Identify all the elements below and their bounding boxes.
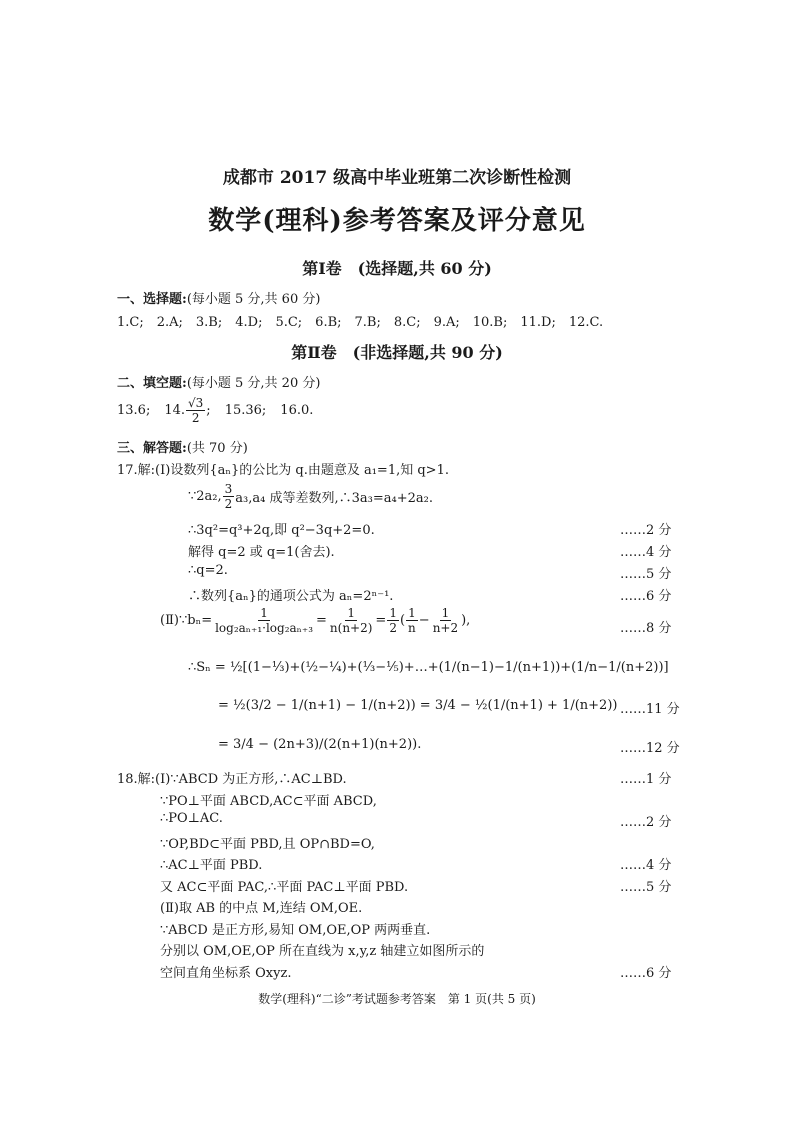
q18-line-9: 分别以 OM,OE,OP 所在直线为 x,y,z 轴建立如图所示的 [160,944,485,959]
q18-line-1: 18.解:(Ⅰ)∵ABCD 为正方形,∴AC⊥BD. [117,772,347,787]
q17-score-3: ……2 分 [620,523,672,538]
section2-heading [117,372,320,391]
q17-line-9: = ½(3/2 − 1/(n+1) − 1/(n+2)) = 3/4 − ½(1/(n+1) + 1/(n+2)) [218,698,618,713]
q17-line-8: ∴Sₙ = ½[(1−⅓)+(½−¼)+(⅓−⅕)+…+(1/(n−1)−1/(n+1))+(1/n−1/(n+2))] [188,660,669,675]
q18-line-5: ∴AC⊥平面 PBD. [160,858,263,873]
section3-label: 三、解答题: [117,441,187,456]
section3-heading [117,437,248,456]
q17-score-5: ……5 分 [620,567,672,582]
fill-answers [117,396,313,425]
choice-answers: 1.C; 2.A; 3.B; 4.D; 5.C; 6.B; 7.B; 8.C; 9.A; 10.B; 11.D; 12.C. [117,315,604,330]
part1-heading: 第Ⅰ卷 (选择题,共 60 分) [302,259,492,278]
q18-line-4: ∵OP,BD⊂平面 PBD,且 OP∩BD=O, [160,837,375,852]
document-title: 成都市 2017 级高中毕业班第二次诊断性检测 [222,168,572,188]
q17-line-2: ∵2a₂, $\frac{3}{2}$ a₃,a₄ 成等差数列,∴3a₃=a₄+2a₂. [188,482,433,511]
document-subtitle: 数学(理科)参考答案及评分意见 [208,206,586,236]
q17-line-4: 解得 q=2 或 q=1(舍去). [188,545,335,560]
q17-line-10: = 3/4 − (2n+3)/(2(n+1)(n+2)). [218,737,422,752]
q17-score-6: ……6 分 [620,589,672,604]
fill-answer-13: 13.6; [117,403,151,418]
section1-heading [117,288,320,307]
fill-answer-15: 15.36; [224,403,267,418]
fraction: $\frac{1}{n(n+2)}$ [329,606,373,635]
q18-score-10: ……6 分 [620,966,672,981]
section1-label: 一、选择题: [117,292,187,307]
q17-line-6: ∴数列{aₙ}的通项公式为 aₙ=2ⁿ⁻¹. [188,589,394,604]
q18-score-3: ……2 分 [620,815,672,830]
q17-line-7: (Ⅱ)∵bₙ= $\frac{1}{\text{log₂aₙ₊₁·log₂aₙ₊₃}}$ = $\frac{1}{n(n+2)}$ = $\frac{1}{2}$ ( $\frac{1}{n}$ − $\frac{1}{n+2}$ ), [160,606,471,635]
q18-line-10: 空间直角坐标系 Oxyz. [160,966,292,981]
q17-score-7: ……8 分 [620,621,672,636]
fraction: $\frac{1}{n+2}$ [432,606,459,635]
q18-line-6: 又 AC⊂平面 PAC,∴平面 PAC⊥平面 PBD. [160,880,409,895]
q18-score-5: ……4 分 [620,858,672,873]
q18-line-8: ∵ABCD 是正方形,易知 OM,OE,OP 两两垂直. [160,923,431,938]
q17-score-10: ……12 分 [620,741,680,756]
section3-note: (共 70 分) [186,441,248,456]
section2-note: (每小题 5 分,共 20 分) [186,376,321,391]
fraction: $\frac{1}{2}$ [389,606,397,635]
fill-answer-16: 16.0. [280,403,314,418]
q18-score-1: ……1 分 [620,772,672,787]
q18-line-7: (Ⅱ)取 AB 的中点 M,连结 OM,OE. [160,901,363,916]
fraction: $\frac{1}{n}$ [408,606,416,635]
fill-answer-14: 14. $\frac{√3}{2}$ ; [164,396,211,425]
q17-line-3: ∴3q²=q³+2q,即 q²−3q+2=0. [188,523,375,538]
q17-line-1: 17.解:(Ⅰ)设数列{aₙ}的公比为 q.由题意及 a₁=1,知 q>1. [117,463,449,478]
q17-score-4: ……4 分 [620,545,672,560]
fraction: $\frac{1}{\text{log₂aₙ₊₁·log₂aₙ₊₃}}$ [215,606,313,635]
fraction: $\frac{3}{2}$ [224,482,233,511]
q18-line-2: ∵PO⊥平面 ABCD,AC⊂平面 ABCD, [160,794,377,809]
section1-note: (每小题 5 分,共 60 分) [186,292,321,307]
part2-heading: 第Ⅱ卷 (非选择题,共 90 分) [291,343,503,362]
q17-score-9: ……11 分 [620,702,680,717]
q18-score-6: ……5 分 [620,880,672,895]
fraction: $\frac{√3}{2}$ [188,396,204,425]
q17-line-5: ∴q=2. [188,563,228,578]
page-footer: 数学(理科)“二诊”考试题参考答案 第 1 页(共 5 页) [258,992,536,1006]
q18-line-3: ∴PO⊥AC. [160,811,223,826]
section2-label: 二、填空题: [117,376,187,391]
